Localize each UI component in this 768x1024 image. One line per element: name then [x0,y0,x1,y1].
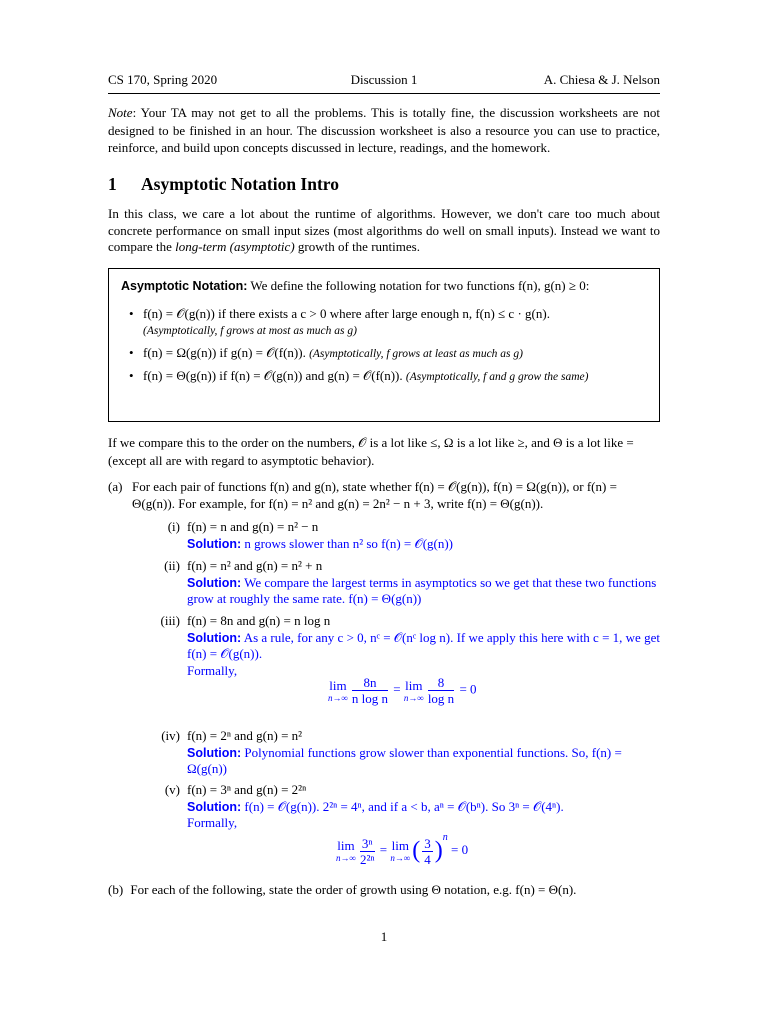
part-a-label: (a) [108,479,123,494]
note-label: Note [108,105,133,120]
intro-text-a: In this class, we care a lot about the runtime of algorithms. However, we don't care too much about concrete performance on small input sizes (most algorithms do well on small inputs). Instead we want to compare the [108,206,660,254]
numerator: 8n [352,675,388,691]
denominator: n log n [351,691,389,706]
part-a [108,479,660,512]
problem-iii [134,613,660,679]
section-number: 1 [108,174,117,194]
bullet-dot: • [129,368,134,383]
section-heading [108,174,339,195]
solution [187,575,660,608]
lim-text: lim [329,677,347,693]
limit-operator [404,679,424,703]
limit-equation-v [336,832,468,867]
bullet-main: f(n) = Ω(g(n)) if g(n) = 𝒪(f(n)). [143,345,306,360]
formally-label: Formally, [187,815,238,830]
denominator: 4 [424,851,431,867]
problem-statement: f(n) = n² and g(n) = n² + n [187,558,323,573]
lim-sub: n→∞ [403,692,424,703]
part-b-label: (b) [108,882,124,897]
right-paren: ) [434,837,443,864]
solution [187,799,660,816]
solution-text: Polynomial functions grow slower than exponential functions. So, f(n) = Ω(g(n)) [187,744,622,776]
solution-text: f(n) = 𝒪(g(n)). 2²ⁿ = 4ⁿ, and if a < b, aⁿ = 𝒪(bⁿ). So 3ⁿ = 𝒪(4ⁿ). [241,798,564,814]
bullet-dot: • [129,306,134,321]
intro-paragraph [108,206,660,256]
solution-label: Solution: [187,575,242,590]
equals: = [393,681,401,697]
lim-text: lim [337,838,355,854]
bullet-note: (Asymptotically, f and g grow the same) [405,371,589,383]
limit-operator [328,679,348,703]
part-b [108,882,660,898]
note-paragraph [108,104,660,157]
problem-statement: f(n) = 3ⁿ and g(n) = 2²ⁿ [187,782,307,797]
denominator: log n [427,691,455,706]
lim-sub: n→∞ [390,853,411,864]
solution [187,536,660,553]
result: = 0 [451,842,469,857]
fraction [428,675,454,706]
problem-v [134,782,660,832]
lim-text: lim [405,677,423,693]
problem-number: (v) [164,782,180,797]
fraction [352,675,388,706]
lim-sub: n→∞ [328,692,348,703]
limit-operator [390,839,410,863]
comparison-paragraph: If we compare this to the order on the numbers, 𝒪 is a lot like ≤, Ω is a lot like ≥, and Θ is a lot like = (except all are with regard to asymptotic behavior). [108,435,634,468]
solution-label: Solution: [187,799,242,814]
solution-label: Solution: [187,630,242,645]
note-text: : Your TA may not get to all the problems. This is totally fine, the discussion worksheets are not designed to be finished in an hour. The discussion worksheet is also a resource you can use to practice, reinforce, and build upon concepts discussed in lecture, readings, and the homework. [108,105,660,155]
problem-number: (iii) [160,613,180,628]
definition-heading [121,278,589,294]
authors-label: A. Chiesa & J. Nelson [543,72,660,87]
numerator: 3 [424,835,431,851]
problem-iv [134,728,660,778]
limit-equation-iii [328,675,477,706]
solution-text: We compare the largest terms in asymptotics so we get that these two functions grow at roughly the same rate. f(n) = Θ(g(n)) [187,574,657,606]
definition-title: Asymptotic Notation: [121,279,248,293]
solution-label: Solution: [187,536,242,551]
bullet-main: f(n) = 𝒪(g(n)) if there exists a c > 0 where after large enough n, f(n) ≤ c · g(n). [143,306,550,321]
equals: = [379,842,388,857]
discussion-label: Discussion 1 [350,72,418,87]
header-rule [108,93,660,94]
lim-text: lim [391,838,409,854]
numerator: 8 [428,675,454,691]
problem-i [134,519,660,552]
solution-text: n grows slower than n² so f(n) = 𝒪(g(n)) [241,535,454,551]
bullet-big-o [129,306,649,339]
solution-label: Solution: [187,745,242,760]
definition-box [108,268,660,422]
part-b-text: For each of the following, state the order of growth using Θ notation, e.g. f(n) = Θ(n). [130,882,577,897]
bullet-omega [129,345,649,362]
left-paren: ( [412,837,421,864]
bullet-note: (Asymptotically, f grows at most as much as g) [143,325,357,337]
lim-sub: n→∞ [336,853,356,864]
problem-statement: f(n) = n and g(n) = n² − n [187,519,319,534]
bullet-note: (Asymptotically, f grows at least as much as g) [309,348,523,360]
part-a-text: For each pair of functions f(n) and g(n), state whether f(n) = 𝒪(g(n)), f(n) = Ω(g(n)), or f(n) = Θ(g(n)). For example, for f(n) = n² and g(n) = 2n² − n + 3, write f(n) = Θ(g(n)). [132,479,617,511]
problem-ii [134,558,660,608]
bullet-main: f(n) = Θ(g(n)) if f(n) = 𝒪(g(n)) and g(n) = 𝒪(f(n)). [143,368,403,383]
running-header [108,72,660,90]
bullet-theta [129,368,649,385]
definition-text: We define the following notation for two functions f(n), g(n) ≥ 0: [247,278,590,293]
page-number: 1 [380,929,388,944]
exponent: n [442,832,448,843]
denominator: 2²ⁿ [359,851,375,867]
fraction [360,836,375,867]
intro-italic: long-term (asymptotic) [175,239,295,254]
solution-text: As a rule, for any c > 0, nᶜ = 𝒪(nᶜ log n). If we apply this here with c = 1, we get f(n) = 𝒪(g(n)). [187,629,660,661]
problem-number: (iv) [161,728,180,743]
problem-number: (i) [167,519,180,534]
course-label: CS 170, Spring 2020 [108,72,218,87]
bullet-dot: • [129,345,134,360]
formally-label: Formally, [187,662,238,678]
problem-statement: f(n) = 2ⁿ and g(n) = n² [187,728,303,743]
limit-operator [336,839,356,863]
solution [187,745,660,778]
fraction [422,836,433,867]
problem-statement: f(n) = 8n and g(n) = n log n [187,613,331,628]
result: = 0 [459,681,477,697]
intro-text-b: growth of the runtimes. [294,239,420,254]
solution [187,630,660,663]
section-title: Asymptotic Notation Intro [141,174,340,194]
problem-number: (ii) [164,558,180,573]
numerator: 3ⁿ [361,835,373,851]
